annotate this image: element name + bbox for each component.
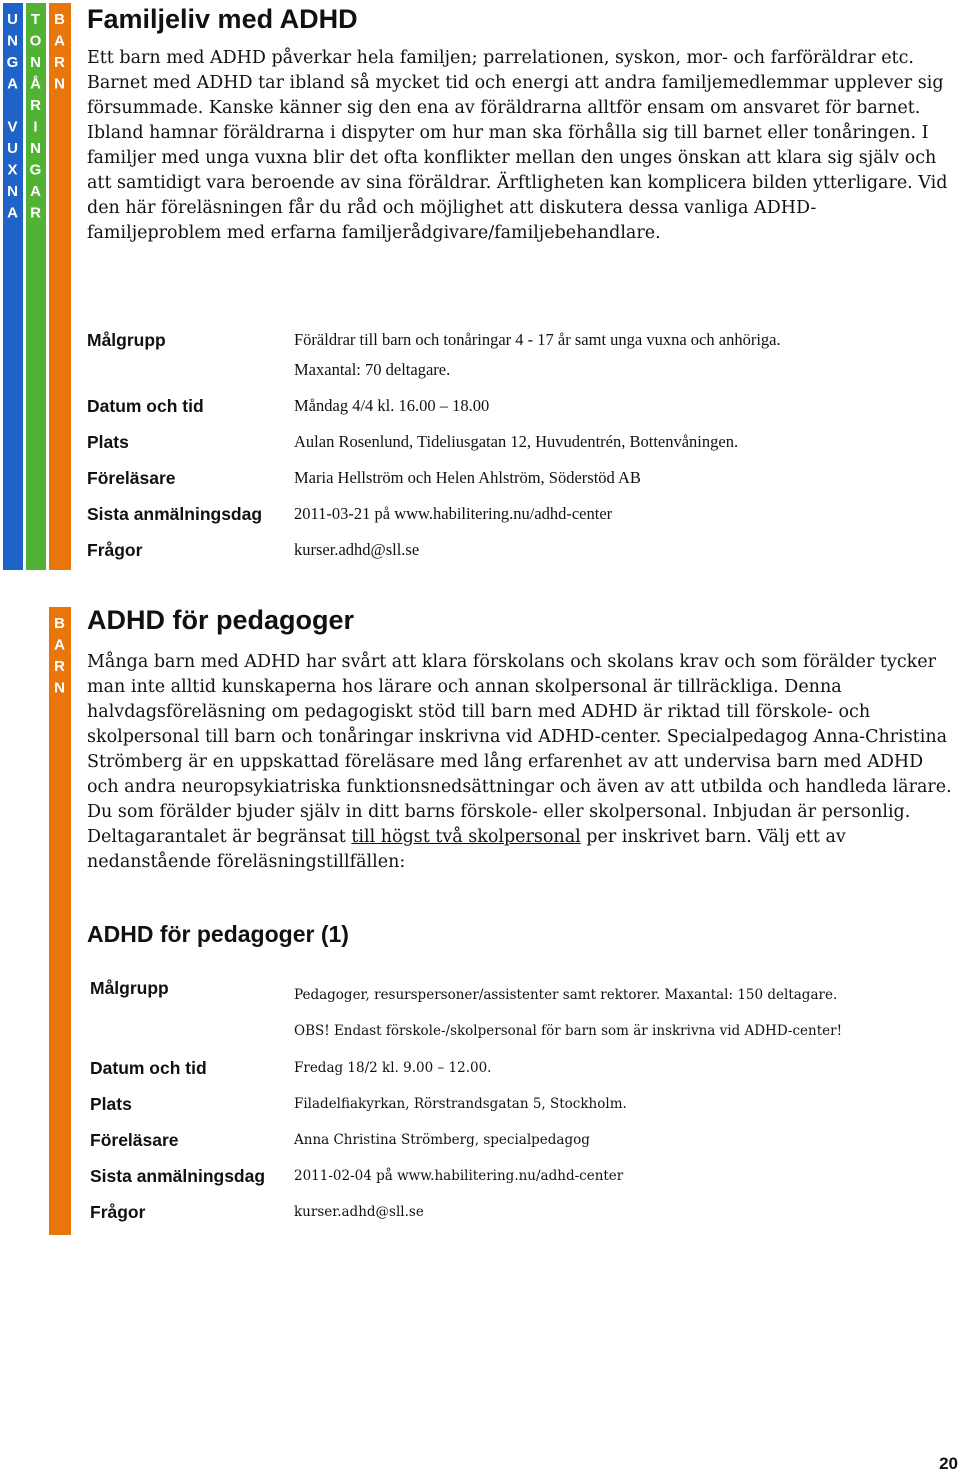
- info-label-fragor: Frågor: [90, 1202, 146, 1222]
- info-label-sista: Sista anmälningsdag: [90, 1166, 266, 1186]
- info-label-malgrupp: Målgrupp: [90, 978, 169, 998]
- info-label-datum: Datum och tid: [87, 396, 204, 416]
- section-title: Familjeliv med ADHD: [87, 4, 358, 34]
- info-value-plats: Aulan Rosenlund, Tideliusgatan 12, Huvudentrén, Bottenvåningen.: [294, 432, 739, 451]
- body-text-part: per inskrivet barn. Välj ett av nedanstående föreläsningstillfällen:: [87, 827, 846, 872]
- page-number: 20: [939, 1454, 958, 1473]
- side-bar-label: TONÅRINGAR: [27, 11, 44, 226]
- info-label-forelasare: Föreläsare: [90, 1130, 179, 1150]
- info-label-plats: Plats: [87, 432, 129, 452]
- info-value-fragor[interactable]: kurser.adhd@sll.se: [294, 1204, 424, 1220]
- side-bar-unga-vuxna: [3, 3, 23, 570]
- body-text-part: Många barn med ADHD har svårt att klara förskolans och skolans krav och som förälder tycker man inte alltid kunskaperna hos lärare och annan skolpersonal är tillräckliga. Denna halvdagsföreläsning om pedagogiskt stöd till barn med ADHD är riktad till förskole- och skolpersonal till barn och tonåringar inskrivna vid ADHD-center. Specialpedagog Anna-Christina Strömberg är en uppskattad föreläsare med lång erfarenhet av att undervisa barn med ADHD och andra neuropsykiatriska funktionsnedsättningar och även av att utbilda och handleda lärare. Du som förälder bjuder själv in ditt barns förskole- eller skolpersonal. Inbjudan är personlig. Deltagarantalet är begränsat: [87, 652, 952, 847]
- body-underlined-text: till högst två skolpersonal: [351, 827, 581, 847]
- info-value-plats: Filadelfiakyrkan, Rörstrandsgatan 5, Stockholm.: [294, 1096, 627, 1112]
- info-label-datum: Datum och tid: [90, 1058, 207, 1078]
- info-value-malgrupp: Pedagoger, resurspersoner/assistenter samt rektorer. Maxantal: 150 deltagare.: [294, 987, 838, 1003]
- info-value-sista[interactable]: 2011-03-21 på www.habilitering.nu/adhd-center: [294, 504, 613, 523]
- info-value-maxantal: Maxantal: 70 deltagare.: [294, 360, 451, 379]
- info-value-obs: OBS! Endast förskole-/skolpersonal för barn som är inskrivna vid ADHD-center!: [294, 1023, 843, 1039]
- side-bar-label: UNGA VUXNA: [4, 11, 21, 226]
- info-value-fragor[interactable]: kurser.adhd@sll.se: [294, 540, 420, 559]
- side-bar-barn: [49, 3, 71, 570]
- info-label-malgrupp: Målgrupp: [87, 330, 166, 350]
- info-value-forelasare: Anna Christina Strömberg, specialpedagog: [294, 1132, 590, 1148]
- side-bar-label: BARN: [51, 615, 68, 701]
- info-value-datum: Måndag 4/4 kl. 16.00 – 18.00: [294, 396, 490, 415]
- info-label-forelasare: Föreläsare: [87, 468, 176, 488]
- section-body: [87, 650, 953, 875]
- sub-title: ADHD för pedagoger (1): [87, 921, 349, 947]
- side-bar-label: BARN: [51, 11, 68, 97]
- section-body: Ett barn med ADHD påverkar hela familjen; parrelationen, syskon, mor- och farföräldrar etc. Barnet med ADHD tar ibland så mycket tid och energi att andra familjemedlemmar upplever sig försummade. Kanske känner sig den ena av föräldrarna alltför ensam om ansvaret för barnet. Ibland hamnar föräldrarna i dispyter om hur man ska förhålla sig till barnet eller tonåringen. I familjer med unga vuxna blir det ofta konflikter mellan den unges önskan att klara sig själv och att samtidigt vara beroende av sina föräldrar. Ärftligheten kan komplicera bilden ytterligare. Vid den här föreläsningen får du råd och möjlighet att diskutera dessa vanliga ADHD- familjeproblem med erfarna familjerådgivare/familjebehandlare.: [87, 48, 948, 243]
- info-label-fragor: Frågor: [87, 540, 143, 560]
- section-title: ADHD för pedagoger: [87, 605, 355, 635]
- info-value-sista[interactable]: 2011-02-04 på www.habilitering.nu/adhd-center: [294, 1168, 624, 1184]
- info-value-malgrupp: Föräldrar till barn och tonåringar 4 - 17 år samt unga vuxna och anhöriga.: [294, 330, 781, 349]
- side-bar-tonaringar: [26, 3, 46, 570]
- info-value-datum: Fredag 18/2 kl. 9.00 – 12.00.: [294, 1060, 492, 1076]
- info-label-plats: Plats: [90, 1094, 132, 1114]
- info-value-forelasare: Maria Hellström och Helen Ahlström, Söderstöd AB: [294, 468, 641, 487]
- info-label-sista: Sista anmälningsdag: [87, 504, 263, 524]
- side-bar-barn-second: [49, 607, 71, 1235]
